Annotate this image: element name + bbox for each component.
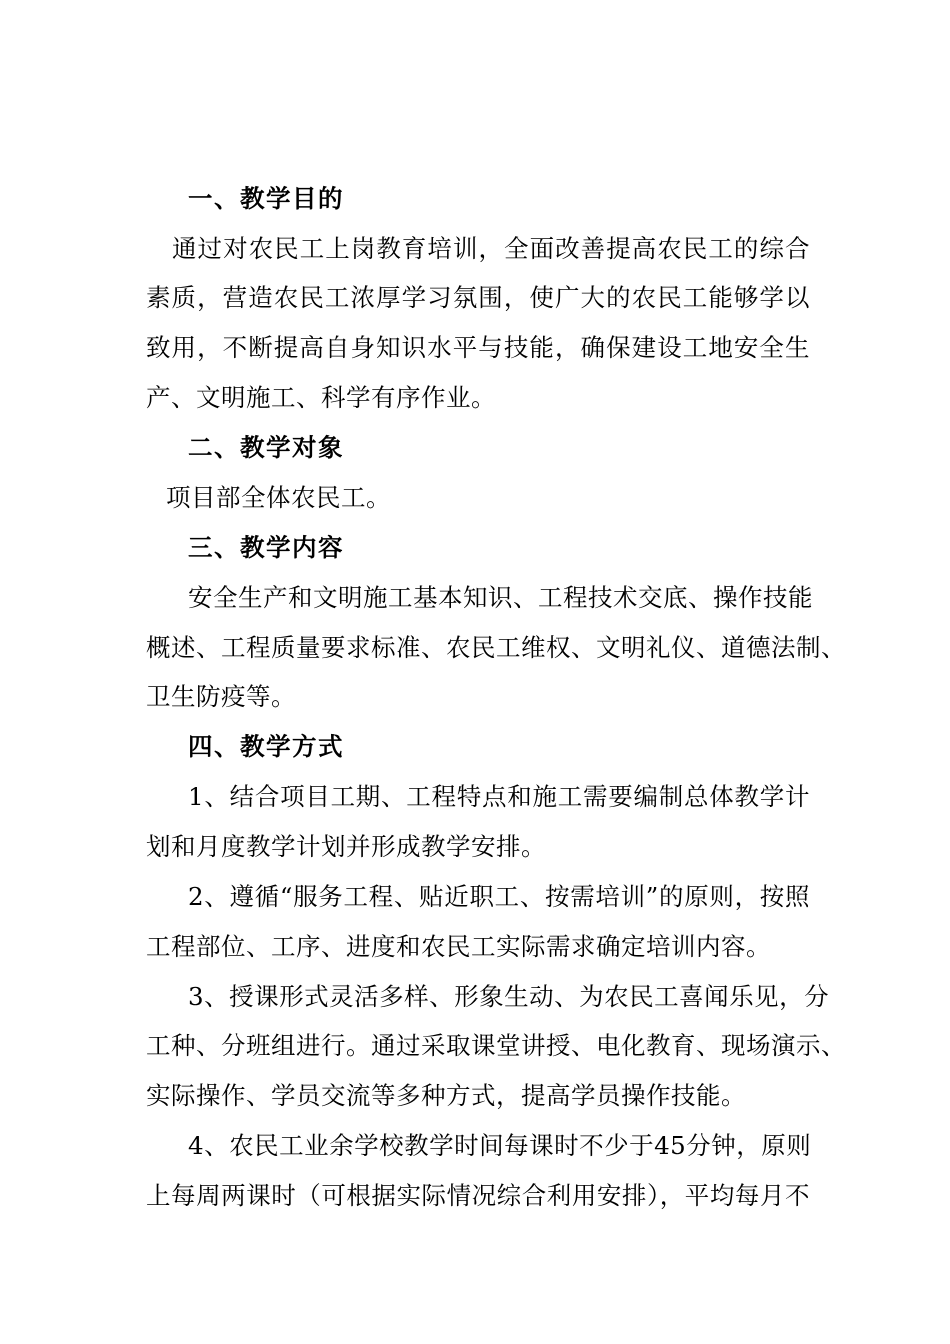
paragraph-line: 致用，不断提高自身知识水平与技能，确保建设工地安全生	[146, 333, 810, 362]
section-heading-content: 三、教学内容	[188, 533, 344, 562]
paragraph-line: 2、遵循“服务工程、贴近职工、按需培训”的原则，按照	[188, 882, 810, 911]
paragraph-line: 安全生产和文明施工基本知识、工程技术交底、操作技能	[188, 583, 813, 612]
paragraph-line: 划和月度教学计划并形成教学安排。	[146, 832, 546, 861]
paragraph-line: 1、结合项目工期、工程特点和施工需要编制总体教学计	[188, 782, 810, 811]
paragraph-line: 通过对农民工上岗教育培训，全面改善提高农民工的综合	[172, 234, 810, 263]
paragraph-line: 实际操作、学员交流等多种方式，提高学员操作技能。	[146, 1081, 746, 1110]
paragraph-line: 3、授课形式灵活多样、形象生动、为农民工喜闻乐见，分	[188, 982, 830, 1011]
paragraph-line: 4、农民工业余学校教学时间每课时不少于45分钟，原则	[188, 1131, 812, 1160]
paragraph-line: 项目部全体农民工。	[166, 483, 391, 512]
paragraph-line: 工种、分班组进行。通过采取课堂讲授、电化教育、现场演示、	[146, 1031, 846, 1060]
paragraph-line: 概述、工程质量要求标准、农民工维权、文明礼仪、道德法制、	[146, 633, 846, 662]
paragraph-line: 工程部位、工序、进度和农民工实际需求确定培训内容。	[146, 932, 771, 961]
paragraph-line: 上每周两课时（可根据实际情况综合利用安排），平均每月不	[146, 1181, 810, 1210]
paragraph-line: 卫生防疫等。	[146, 682, 296, 711]
section-heading-audience: 二、教学对象	[188, 433, 344, 462]
section-heading-purpose: 一、教学目的	[188, 184, 344, 213]
paragraph-line: 素质，营造农民工浓厚学习氛围，使广大的农民工能够学以	[146, 283, 810, 312]
paragraph-line: 产、文明施工、科学有序作业。	[146, 383, 496, 412]
section-heading-method: 四、教学方式	[188, 732, 344, 761]
